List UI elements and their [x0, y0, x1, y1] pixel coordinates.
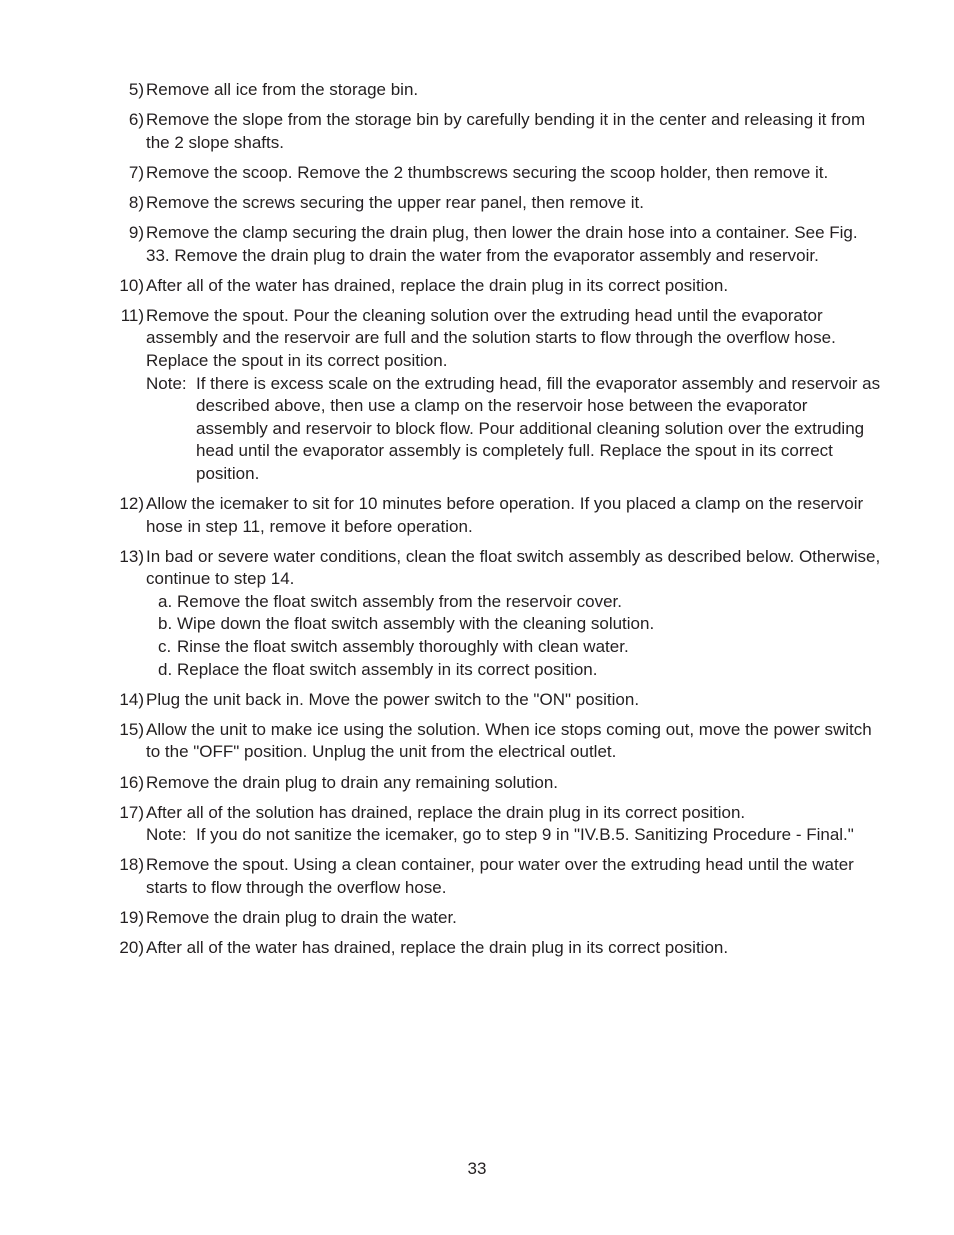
- sub-step-letter: c.: [158, 637, 172, 657]
- step-number: 9): [128, 222, 144, 242]
- step-number: 14): [119, 689, 144, 709]
- sub-step-c: [158, 636, 881, 659]
- sub-step-letter: a.: [158, 591, 173, 611]
- step-text: Remove the spout. Pour the cleaning solution over the extruding head until the evaporator assembly and the reservoir are full and the solution starts to flow through the overflow hose. Replace the spout in its correct position.: [146, 305, 836, 370]
- step-number: 6): [128, 110, 144, 130]
- step-number: 5): [128, 80, 144, 99]
- step-number: 19): [119, 908, 144, 927]
- sub-step-text: Wipe down the float switch assembly with the cleaning solution.: [177, 614, 655, 634]
- note-label: Note:: [146, 373, 187, 393]
- note-label: Note:: [146, 825, 187, 845]
- step-14: [111, 689, 881, 712]
- step-18: [111, 854, 881, 899]
- procedure-steps: [111, 79, 881, 967]
- step-16: [111, 772, 881, 795]
- step-text: Remove the scoop. Remove the 2 thumbscrews securing the scoop holder, then remove it.: [146, 162, 829, 182]
- step-note: [146, 373, 881, 486]
- step-text: Allow the unit to make ice using the solution. When ice stops coming out, move the power switch to the "OFF" position. Unplug the unit from the electrical outlet.: [146, 719, 872, 762]
- step-number: 11): [120, 305, 144, 325]
- step-number: 8): [128, 192, 144, 212]
- sub-step-letter: d.: [158, 659, 173, 679]
- step-7: [111, 162, 881, 185]
- step-13: [111, 546, 881, 682]
- sub-steps: [146, 591, 881, 681]
- step-number: 7): [128, 162, 144, 182]
- step-5: [111, 79, 881, 102]
- step-number: 16): [119, 772, 144, 792]
- note-text: If you do not sanitize the icemaker, go to step 9 in "IV.B.5. Sanitizing Procedure - Final.": [196, 825, 854, 845]
- step-text: After all of the water has drained, replace the drain plug in its correct position.: [146, 275, 729, 295]
- step-text: Remove the spout. Using a clean container, pour water over the extruding head until the water starts to flow through the overflow hose.: [146, 855, 854, 897]
- step-text: After all of the water has drained, replace the drain plug in its correct position.: [146, 938, 729, 958]
- step-20: [111, 937, 881, 960]
- step-text: Plug the unit back in. Move the power switch to the "ON" position.: [146, 689, 640, 709]
- step-number: 18): [119, 855, 144, 875]
- page-number: 33: [467, 1159, 487, 1178]
- step-10: [111, 275, 881, 298]
- sub-step-letter: b.: [158, 614, 173, 634]
- note-text: If there is excess scale on the extruding head, fill the evaporator assembly and reservoir as described above, then use a clamp on the reservoir hose between the evaporator assembly and reservoir to block flow. Pour additional cleaning solution over the extruding head until the evaporator assembly is completely full. Replace the spout in its correct position.: [196, 373, 881, 483]
- step-number: 10): [119, 275, 144, 295]
- step-text: After all of the solution has drained, replace the drain plug in its correct position.: [146, 802, 746, 822]
- step-9: [111, 222, 881, 267]
- step-8: [111, 192, 881, 215]
- step-12: [111, 493, 881, 538]
- step-note: [146, 824, 881, 847]
- step-6: [111, 109, 881, 154]
- step-text: Allow the icemaker to sit for 10 minutes before operation. If you placed a clamp on the reservoir hose in step 11, remove it before operation.: [146, 494, 864, 536]
- step-17: [111, 802, 881, 847]
- sub-step-text: Remove the float switch assembly from the reservoir cover.: [177, 591, 622, 611]
- step-19: [111, 907, 881, 930]
- sub-step-text: Replace the float switch assembly in its correct position.: [177, 659, 598, 679]
- sub-step-a: [158, 591, 881, 614]
- step-text: Remove the drain plug to drain the water.: [146, 908, 457, 927]
- step-number: 13): [119, 546, 144, 566]
- step-text: Remove the screws securing the upper rear panel, then remove it.: [146, 192, 644, 212]
- step-text: Remove the slope from the storage bin by carefully bending it in the center and releasing it from the 2 slope shafts.: [146, 110, 866, 152]
- sub-step-d: [158, 659, 881, 682]
- sub-step-text: Rinse the float switch assembly thoroughly with clean water.: [177, 637, 629, 657]
- step-number: 12): [119, 494, 144, 513]
- step-text: Remove the clamp securing the drain plug, then lower the drain hose into a container. See Fig. 33. Remove the drain plug to drain the water from the evaporator assembly and reservoir.: [146, 222, 858, 265]
- sub-step-b: [158, 613, 881, 636]
- step-text: Remove the drain plug to drain any remaining solution.: [146, 772, 559, 792]
- step-15: [111, 719, 881, 764]
- step-number: 17): [119, 802, 144, 822]
- step-text: In bad or severe water conditions, clean the float switch assembly as described below. Otherwise, continue to step 14.: [146, 546, 881, 589]
- step-11: [111, 305, 881, 486]
- step-text: Remove all ice from the storage bin.: [146, 80, 419, 99]
- step-number: 20): [119, 938, 144, 958]
- step-number: 15): [119, 719, 144, 739]
